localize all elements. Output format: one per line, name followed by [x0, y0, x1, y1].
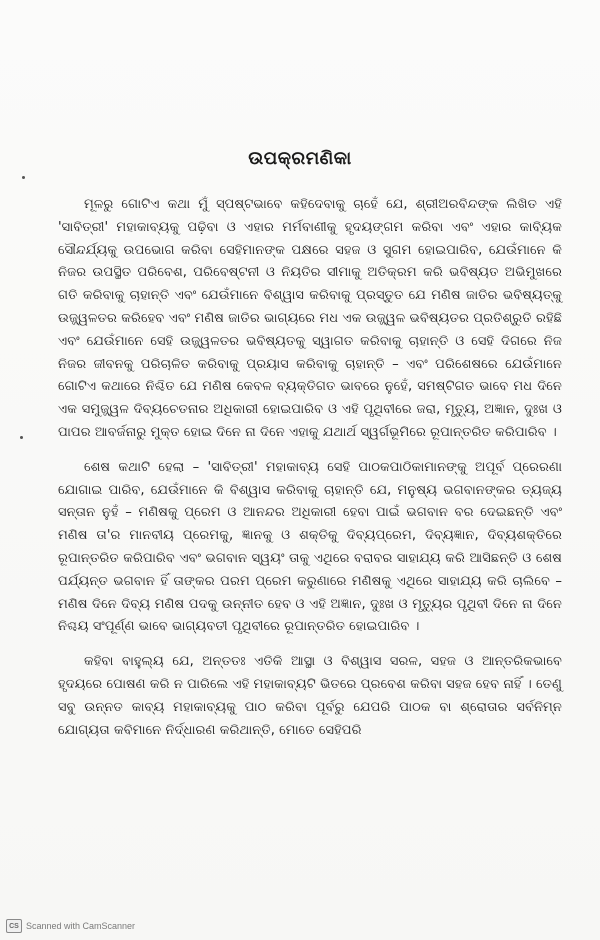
page-title: ଉପକ୍ରମଣିକା [248, 148, 352, 169]
scanner-watermark [6, 918, 135, 934]
scan-speck [22, 176, 25, 179]
scanner-label: Scanned with CamScanner [26, 921, 136, 931]
camscanner-logo-icon: CS [6, 919, 22, 933]
paragraph-2: ଶେଷ କଥାଟି ହେଲା – 'ସାବିତ୍ରୀ' ମହାକାବ୍ୟ ସେହି ପାଠକପାଠିକାମାନଙ୍କୁ ଅପୂର୍ବ ପ୍ରେରଣା ଯୋଗାଇ ପାରିବ, ଯେଉଁମାନେ କି ବିଶ୍ୱାସ କରିବାକୁ ଚାହାନ୍ତି ଯେ, ମନୁଷ୍ୟ ଭଗବାନଙ୍କର ତ୍ୟଜ୍ୟ ସନ୍ତାନ ନୁହଁ – ମଣିଷକୁ ପ୍ରେମ ଓ ଆନନ୍ଦର ଅଧିକାରୀ ହେବା ପାଇଁ ଭଗବାନ ବର ଦେଇଛନ୍ତି ଏବଂ ମଣିଷ ତା'ର ମାନବୀୟ ପ୍ରେମକୁ, ଜ୍ଞାନକୁ ଓ ଶକ୍ତିକୁ ଦିବ୍ୟପ୍ରେମ, ଦିବ୍ୟଜ୍ଞାନ, ଦିବ୍ୟଶକ୍ତିରେ ରୂପାନ୍ତରିତ କରିପାରିବ ଏବଂ ଭଗବାନ ସ୍ୱୟଂ ତାକୁ ଏଥିରେ ବରାବର ସାହାଯ୍ୟ କରି ଆସିଛନ୍ତି ଓ ଶେଷ ପର୍ଯ୍ୟନ୍ତ ଭଗବାନ ହିଁ ତାଙ୍କର ପରମ ପ୍ରେମ କରୁଣାରେ ମଣିଷକୁ ଏଥିରେ ସାହାଯ୍ୟ କରି ଚାଲିବେ – ମଣିଷ ଦିନେ ଦିବ୍ୟ ମଣିଷ ପଦକୁ ଉନ୍ନୀତ ହେବ ଓ ଏହି ଅଜ୍ଞାନ, ଦୁଃଖ ଓ ମୃତ୍ୟୁର ପୃଥିବୀ ଦିନେ ନା ଦିନେ ନିଶ୍ଚୟ ସଂପୂର୍ଣ୍ଣ ଭାବେ ଭାଗ୍ୟବତୀ ପୃଥିବୀରେ ରୂପାନ୍ତରିତ ହୋଇପାରିବ । [58, 459, 562, 635]
paragraph-1: ମୂଳରୁ ଗୋଟିଏ କଥା ମୁଁ ସ୍ପଷ୍ଟଭାବେ କହିଦେବାକୁ ଚାହେଁ ଯେ, ଶ୍ରୀଅରବିନ୍ଦଙ୍କ ଲିଖିତ ଏହି 'ସାବିତ୍ରୀ' ମହାକାବ୍ୟକୁ ପଢ଼ିବା ଓ ଏହାର ମର୍ମବାଣୀକୁ ହୃଦୟଙ୍ଗମ କରିବା ଏବଂ ଏହାର କାବ୍ୟିକ ସୌନ୍ଦର୍ଯ୍ୟକୁ ଉପଭୋଗ କରିବା ସେହିମାନଙ୍କ ପକ୍ଷରେ ସହଜ ଓ ସୁଗମ ହୋଇପାରିବ, ଯେଉଁମାନେ କି ନିଜର ଉପସ୍ଥିତ ପରିବେଶ, ପରିବେଷ୍ଟନୀ ଓ ନିୟତିର ସୀମାକୁ ଅତିକ୍ରମ କରି ଭବିଷ୍ୟତ ଅଭିମୁଖରେ ଗତି କରିବାକୁ ଚାହାନ୍ତି ଏବଂ ଯେଉଁମାନେ ବିଶ୍ୱାସ କରିବାକୁ ପ୍ରସ୍ତୁତ ଯେ ମଣିଷ ଜାତିର ଭବିଷ୍ୟତ୍‌କୁ ଉଜ୍ଜ୍ୱଳତର କରିହେବ ଏବଂ ମଣିଷ ଜାତିର ଭାଗ୍ୟରେ ମଧ ଏକ ଉଜ୍ଜ୍ୱଳ ଭବିଷ୍ୟତର ପ୍ରତିଶ୍ରୁତି ରହିଛି ଏବଂ ଯେଉଁମାନେ ସେହି ଉଜ୍ଜ୍ୱଳତର ଭବିଷ୍ୟତକୁ ସ୍ୱାଗତ କରିବାକୁ ଚାହାନ୍ତି ଓ ସେହି ଦିଗରେ ନିଜ ନିଜର ଜୀବନକୁ ପରିଚାଳିତ କରିବାକୁ ପ୍ରୟାସ କରିବାକୁ ଚାହାନ୍ତି – ଏବଂ ପରିଶେଷରେ ଯେଉଁମାନେ ଗୋଟିଏ କଥାରେ ନିଶ୍ଚିତ ଯେ ମଣିଷ କେବଳ ବ୍ୟକ୍ତିଗତ ଭାବରେ ନୁହେଁ, ସମଷ୍ଟିଗତ ଭାବେ ମଧ ଦିନେ ଏକ ସମୁଜ୍ଜ୍ୱଳ ଦିବ୍ୟଚେତନାର ଅଧିକାରୀ ହୋଇପାରିବ ଓ ଏହି ପୃଥିବୀରେ ଜରା, ମୃତ୍ୟୁ, ଅଜ୍ଞାନ, ଦୁଃଖ ଓ ପାପର ଆବର୍ଜନାରୁ ମୁକ୍ତ ହୋଇ ଦିନେ ନା ଦିନେ ଏହାକୁ ଯଥାର୍ଥ ସ୍ୱର୍ଗଭୂମିରେ ରୂପାନ୍ତରିତ କରିପାରିବ । [58, 197, 562, 440]
scan-speck [20, 436, 23, 439]
body-text [58, 194, 562, 754]
paragraph-3: କହିବା ବାହୁଲ୍ୟ ଯେ, ଅନ୍ତତଃ ଏତିକି ଆସ୍ଥା ଓ ବିଶ୍ୱାସ ସରଳ, ସହଜ ଓ ଆନ୍ତରିକଭାବେ ହୃଦୟରେ ପୋଷଣ କରି ନ ପାରିଲେ ଏହି ମହାକାବ୍ୟଟି ଭିତରେ ପ୍ରବେଶ କରିବା ସହଜ ହେବ ନାହିଁ । ତେଣୁ ସବୁ ଉନ୍ନତ କାବ୍ୟ ମହାକାବ୍ୟକୁ ପାଠ କରିବା ପୂର୍ବରୁ ଯେପରି ପାଠକ ବା ଶ୍ରୋତାର ସର୍ବନିମ୍ନ ଯୋଗ୍ୟତା କବିମାନେ ନିର୍ଦ୍ଧାରଣ କରିଥାନ୍ତି, ମୋତେ ସେହିପରି [58, 654, 562, 738]
